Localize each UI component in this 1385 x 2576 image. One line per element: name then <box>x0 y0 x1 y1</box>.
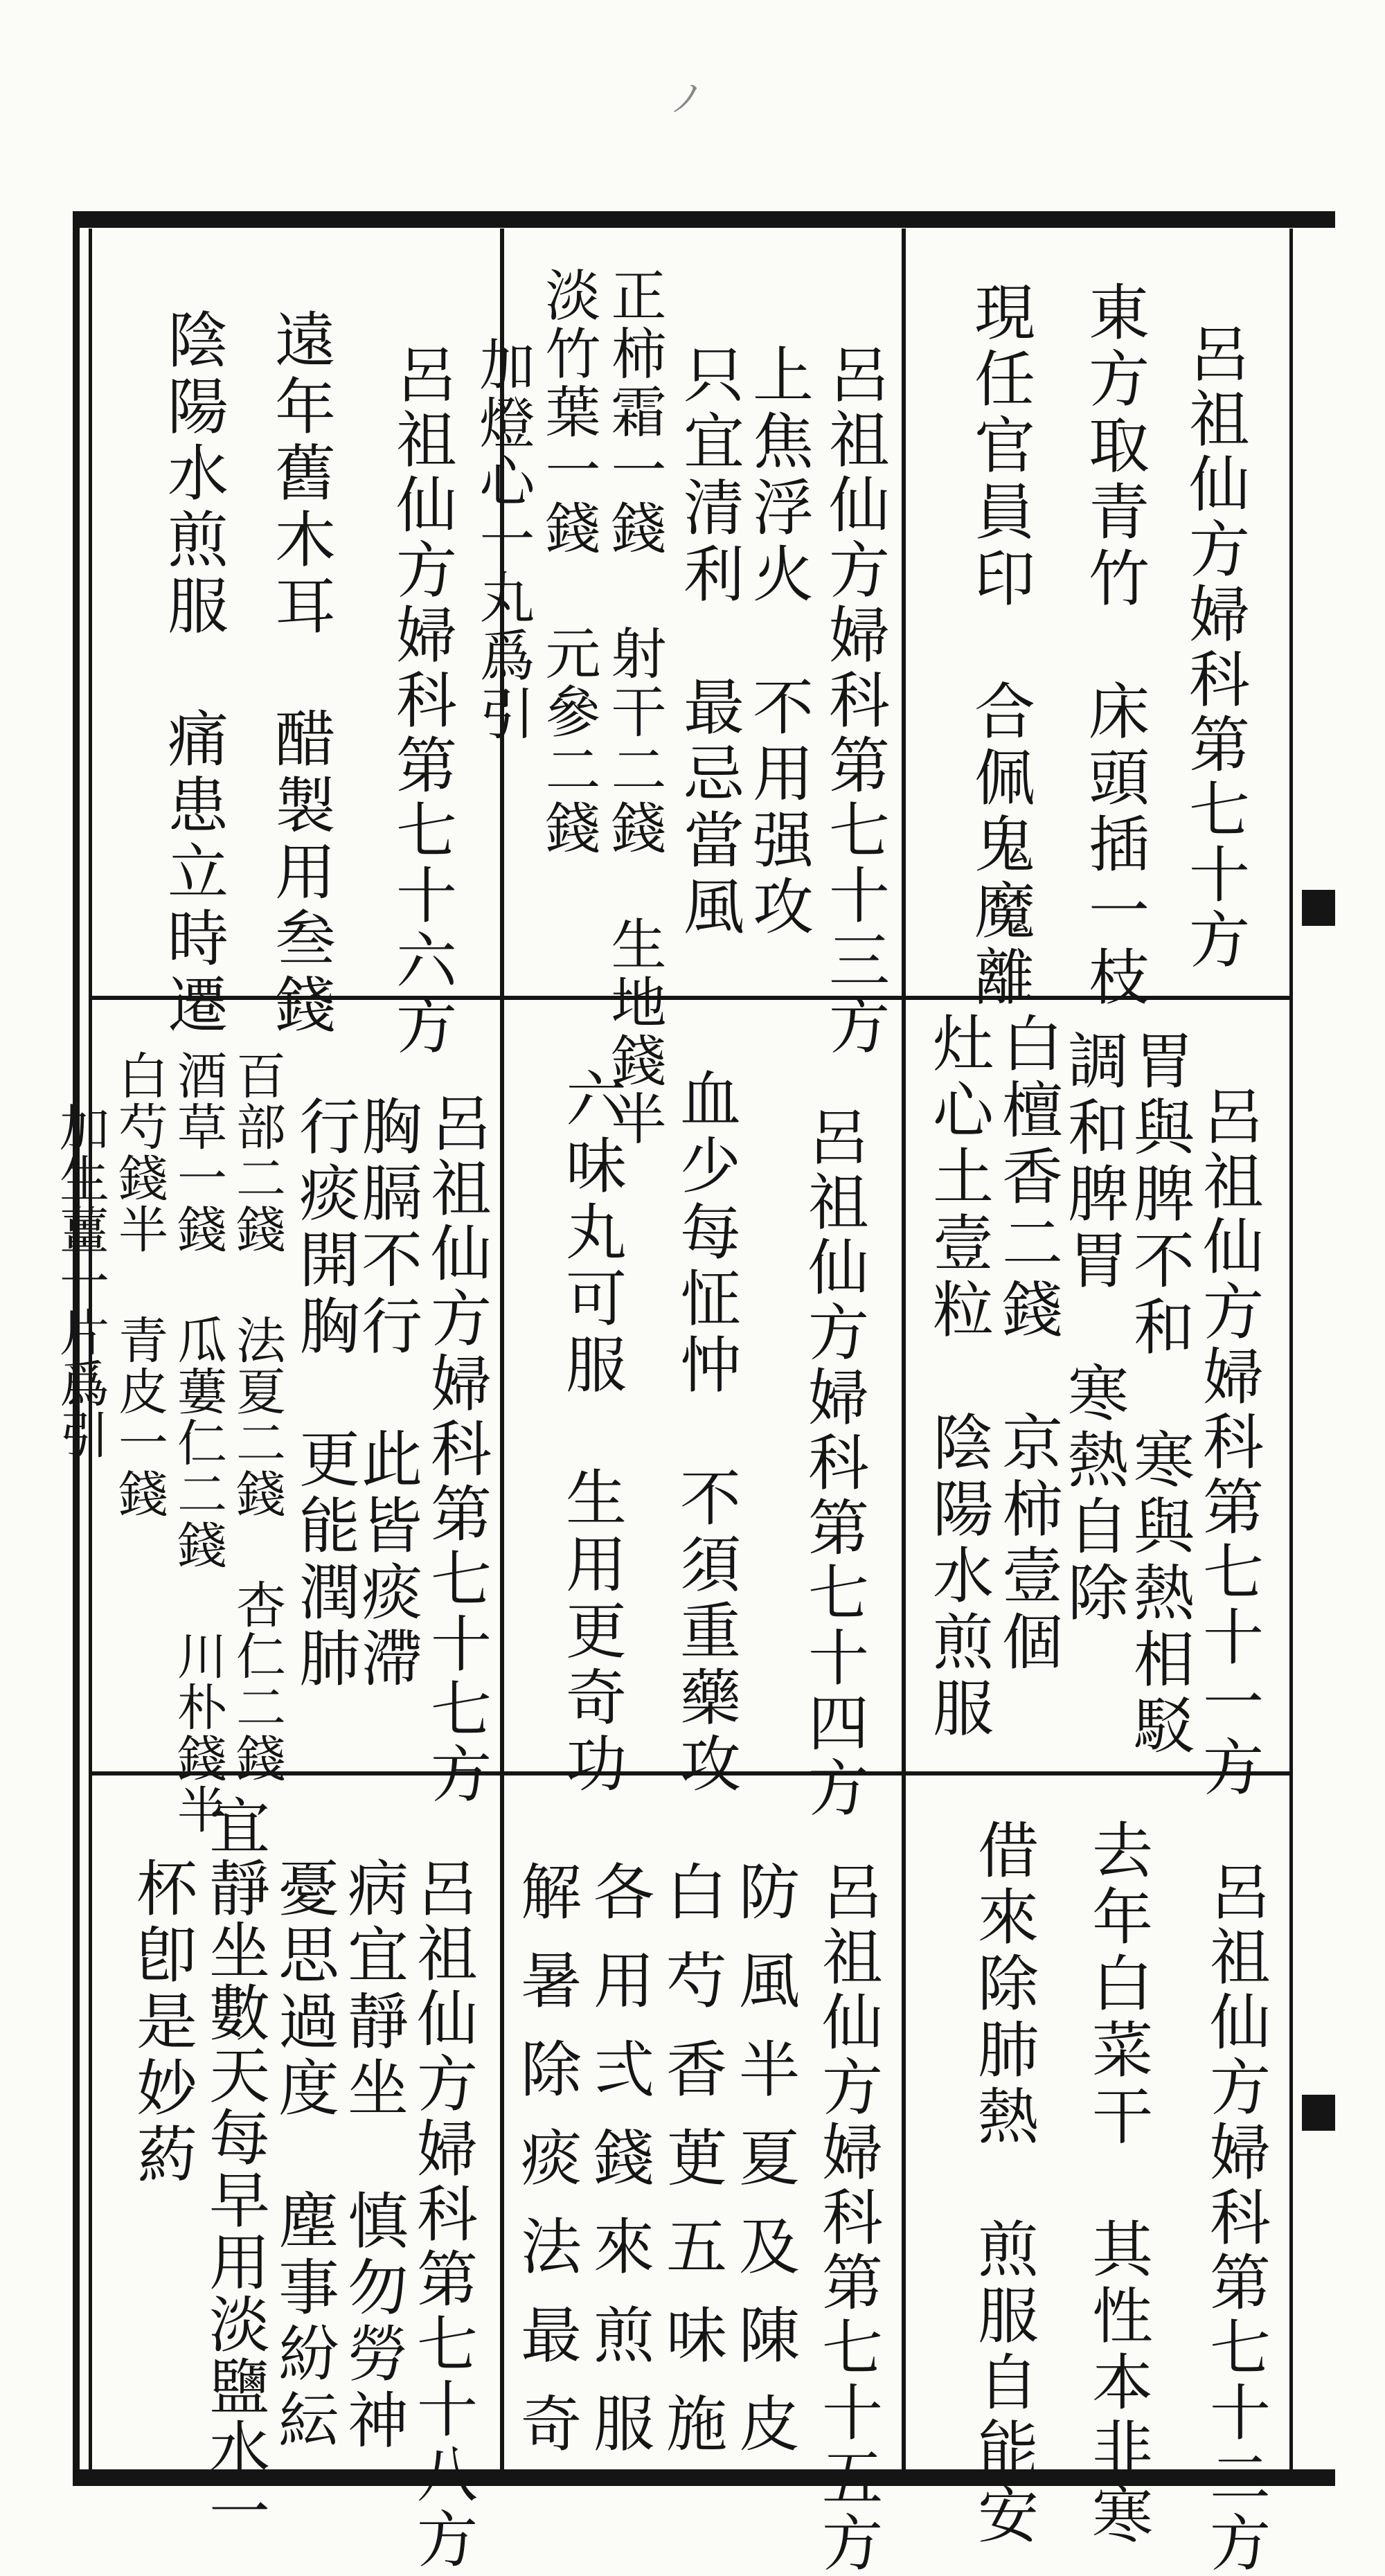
formula-box-72 <box>907 1777 1288 2576</box>
formula-title: 呂祖仙方婦科第七十四方 <box>798 1105 870 1821</box>
formula-line: 遠年舊木耳 醋製用叁錢 <box>265 308 337 1039</box>
formula-line: 上焦浮火 不用强攻 <box>743 343 814 941</box>
formula-line: 防風半夏及陳皮 <box>729 1860 801 2480</box>
formula-line: 灶心土壹粒 陰陽水煎服 <box>923 1012 994 1743</box>
formula-title: 呂祖仙方婦科第七十五方 <box>812 1860 884 2576</box>
formula-line: 加生薑一片爲引 <box>51 1102 109 1460</box>
formula-line: 行痰開胸 更能潤肺 <box>289 1095 361 1693</box>
formula-line: 百部二錢 法夏二錢 杏仁二錢 <box>228 1050 286 1784</box>
formula-line: 病宜靜坐 慎勿勞神 <box>338 1857 409 2455</box>
formula-line: 東方取青竹 床頭插一枝 <box>1079 280 1150 1012</box>
formula-line: 宜靜坐數天每早用淡鹽水一 <box>199 1794 271 2542</box>
formula-line: 杯卽是妙葯 <box>127 1857 198 2189</box>
formula-line: 解暑除痰法最奇 <box>511 1860 582 2480</box>
formula-box-78 <box>93 1777 499 2573</box>
formula-line: 憂思過度 塵事紛紜 <box>269 1857 340 2455</box>
formula-line: 血少每怔忡 不須重藥攻 <box>670 1067 742 1798</box>
formula-line: 酒草一錢 瓜蔞仁二錢 川朴錢半 <box>169 1050 227 1835</box>
formula-line: 各用弍錢來煎服 <box>584 1860 655 2480</box>
grid-divider-vertical-right <box>902 229 906 2471</box>
formula-line: 借來除肺熱 煎服自能安 <box>968 1818 1039 2550</box>
formula-title: 呂祖仙方婦科第七十三方 <box>819 343 891 1059</box>
formula-line: 白芍香茰五味施 <box>656 1860 728 2480</box>
formula-line: 六味丸可服 生用更奇功 <box>556 1067 627 1798</box>
formula-line: 白芍錢半 青皮一錢 <box>110 1050 168 1519</box>
formula-box-71 <box>907 1001 1288 1800</box>
formula-box-70 <box>907 239 1288 1012</box>
formula-box-77 <box>51 1001 499 1835</box>
formula-box-76 <box>93 239 499 1059</box>
formula-line: 正柿霜一錢 射干二錢 生地錢半 <box>602 267 666 1148</box>
frame-inner-rule-right <box>1289 229 1293 2471</box>
formula-title: 呂祖仙方婦科第七十七方 <box>421 1091 492 1807</box>
formula-box-75 <box>506 1777 900 2576</box>
formula-line: 現任官員印 合佩鬼魔離 <box>965 280 1036 1012</box>
fold-tab-upper <box>1302 890 1335 926</box>
formula-title: 呂祖仙方婦科第七十二方 <box>1200 1860 1271 2576</box>
formula-box-73 <box>470 239 900 1148</box>
formula-title: 呂祖仙方婦科第七十一方 <box>1193 1084 1265 1800</box>
formula-line: 調和脾胃 寒熱自除 <box>1058 1029 1129 1627</box>
formula-line: 陰陽水煎服 痛患立時遷 <box>158 308 229 1039</box>
formula-line: 只宜清利 最忌當風 <box>674 343 745 941</box>
page-mark: ノ <box>668 77 706 120</box>
formula-title: 呂祖仙方婦科第七十六方 <box>386 343 458 1059</box>
formula-title: 呂祖仙方婦科第七十方 <box>1179 322 1251 973</box>
formula-line: 淡竹葉一錢 元參二錢 <box>536 267 600 857</box>
formula-line: 白檀香二錢 京柿壹個 <box>992 1012 1064 1676</box>
formula-line: 加燈心一丸爲引 <box>470 336 535 743</box>
formula-line: 胃與脾不和 寒與熱相駁 <box>1124 1029 1195 1760</box>
fold-tab-lower <box>1302 2095 1335 2131</box>
formula-title: 呂祖仙方婦科第七十八方 <box>407 1857 479 2573</box>
formula-line: 去年白菜干 其性本非寒 <box>1082 1818 1154 2550</box>
formula-line: 胸膈不行 此皆痰滯 <box>352 1095 423 1693</box>
formula-box-74 <box>506 1001 900 1821</box>
